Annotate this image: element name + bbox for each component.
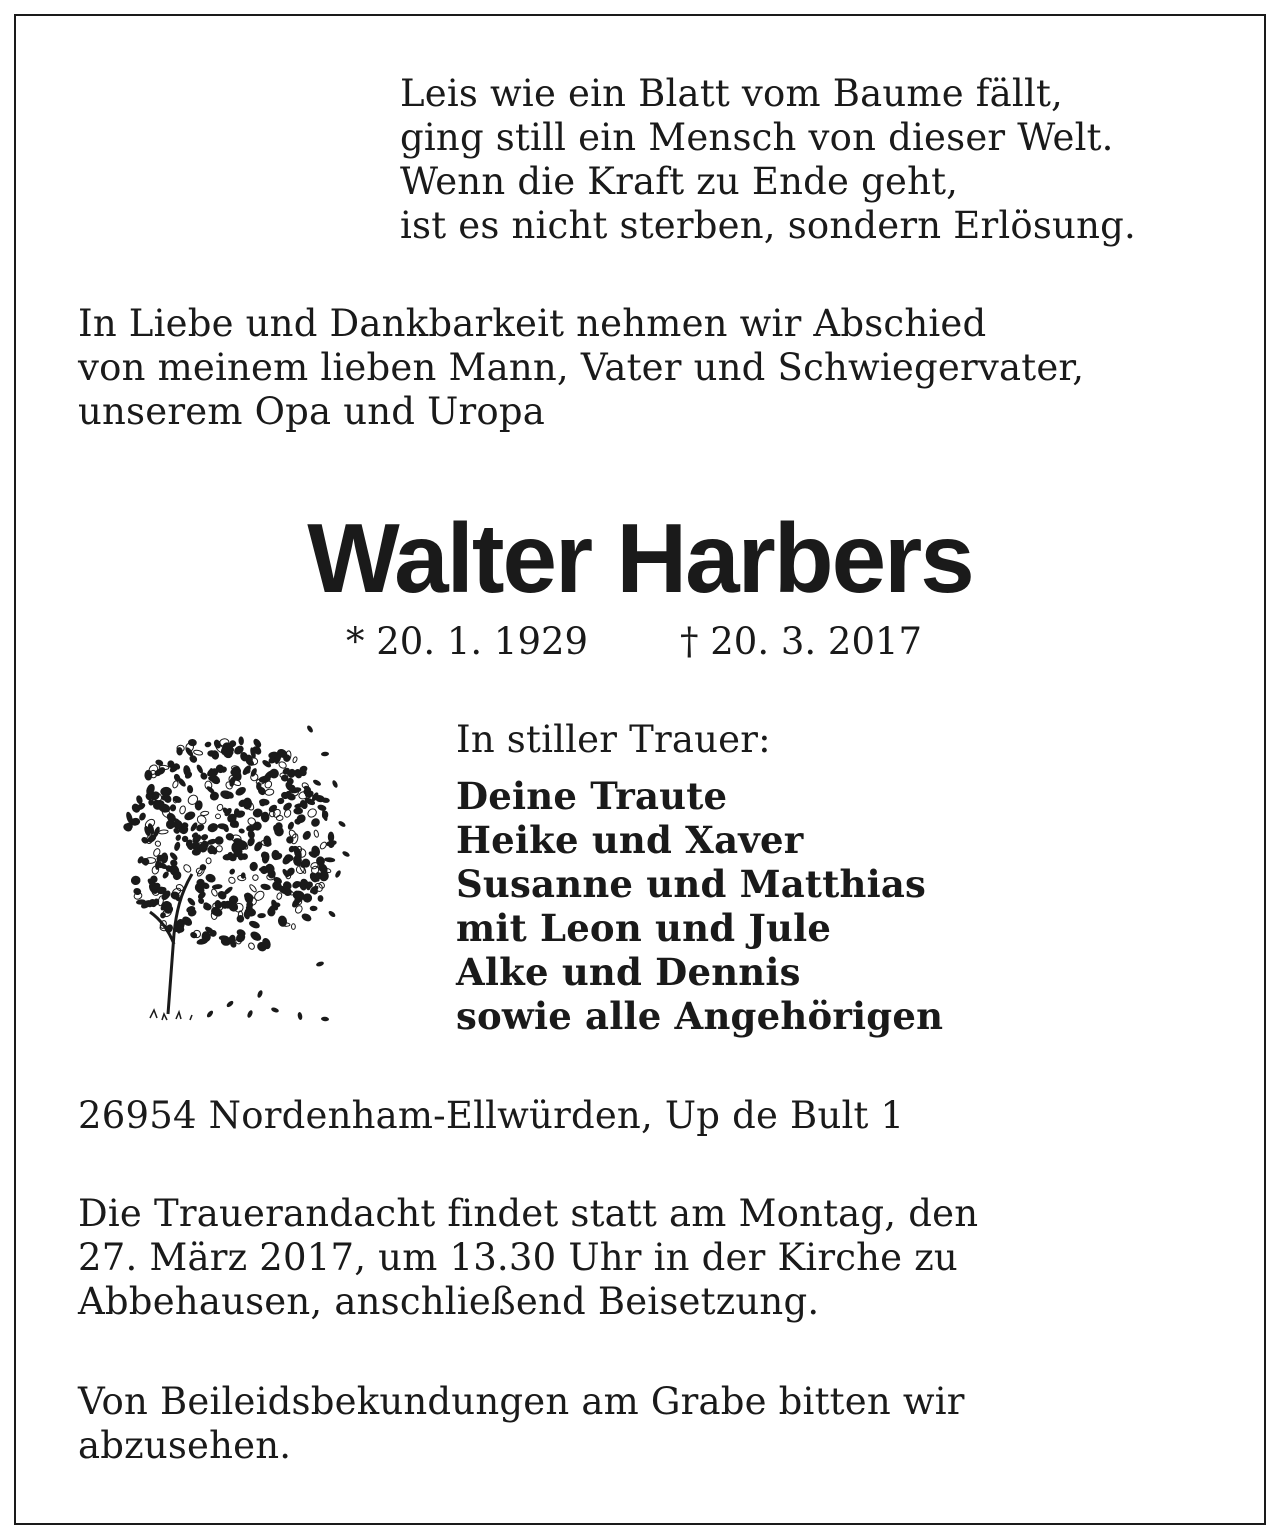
intro-text xyxy=(78,302,1084,434)
condolence-line: abzusehen. xyxy=(78,1424,292,1467)
deceased-name: Walter Harbers xyxy=(307,503,973,613)
poem-line: Leis wie ein Blatt vom Baume fällt, xyxy=(400,72,1064,115)
mourner-name: Heike und Xaver xyxy=(456,818,804,862)
condolence-line: Von Beileidsbekundungen am Grabe bitten wir xyxy=(78,1380,965,1423)
mourner-name: sowie alle Angehörigen xyxy=(456,994,944,1038)
mourner-name: Alke und Dennis xyxy=(456,950,801,994)
address: 26954 Nordenham-Ellwürden, Up de Bult 1 xyxy=(78,1094,905,1137)
death-date: † 20. 3. 2017 xyxy=(680,620,923,663)
mourning-label: In stiller Trauer: xyxy=(456,718,771,761)
mourner-list xyxy=(456,774,943,1038)
poem-line: ging still ein Mensch von dieser Welt. xyxy=(400,116,1114,159)
condolence-notice xyxy=(78,1380,965,1468)
tree-icon xyxy=(110,714,350,1034)
poem-line: ist es nicht sterben, sondern Erlösung. xyxy=(400,204,1136,247)
service-notice xyxy=(78,1192,978,1324)
intro-line: unserem Opa und Uropa xyxy=(78,390,546,433)
mourner-name: mit Leon und Jule xyxy=(456,906,832,950)
birth-date: * 20. 1. 1929 xyxy=(346,620,589,663)
service-line: Die Trauerandacht findet statt am Montag, den xyxy=(78,1192,979,1235)
service-line: Abbehausen, anschließend Beisetzung. xyxy=(78,1280,820,1323)
mourner-name: Susanne und Matthias xyxy=(456,862,927,906)
intro-line: In Liebe und Dankbarkeit nehmen wir Abschied xyxy=(78,302,987,345)
poem-line: Wenn die Kraft zu Ende geht, xyxy=(400,160,959,203)
mourner-name: Deine Traute xyxy=(456,774,728,818)
intro-line: von meinem lieben Mann, Vater und Schwiegervater, xyxy=(78,346,1085,389)
poem xyxy=(400,72,1136,248)
service-line: 27. März 2017, um 13.30 Uhr in der Kirche zu xyxy=(78,1236,958,1279)
